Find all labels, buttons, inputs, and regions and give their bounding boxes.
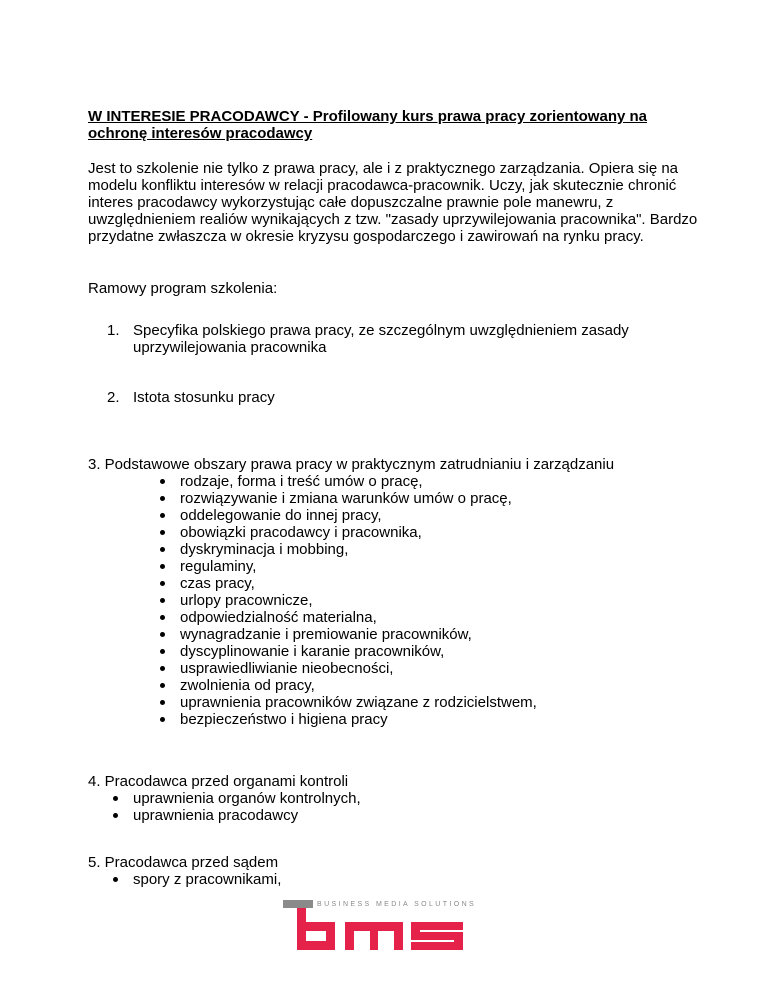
bullet-icon xyxy=(160,530,165,535)
bullet-icon xyxy=(160,683,165,688)
section-3-list-item-text: dyskryminacja i mobbing, xyxy=(180,541,349,558)
section-5-list xyxy=(113,871,281,888)
section-2-number: 2. xyxy=(107,389,120,406)
section-3-list-item-text: zwolnienia od pracy, xyxy=(180,677,315,694)
section-2-text: Istota stosunku pracy xyxy=(133,389,275,406)
section-5-heading: 5. Pracodawca przed sądem xyxy=(88,854,279,871)
section-3-list-item-text: rodzaje, forma i treść umów o pracę, xyxy=(180,473,423,490)
section-3-list-item xyxy=(160,626,537,643)
section-3-list-item xyxy=(160,711,537,728)
section-3-list-item-text: regulaminy, xyxy=(180,558,257,575)
section-3-heading: 3. Podstawowe obszary prawa pracy w praktycznym zatrudnianiu i zarządzaniu xyxy=(88,456,615,473)
section-1-text: Specyfika polskiego prawa pracy, ze szczególnym uwzględnieniem zasady uprzywilejowania pracownika xyxy=(133,322,629,356)
bullet-icon xyxy=(160,598,165,603)
bullet-icon xyxy=(160,513,165,518)
section-3-list-item-text: odpowiedzialność materialna, xyxy=(180,609,377,626)
document-title: W INTERESIE PRACODAWCY - Profilowany kurs prawa pracy zorientowany na ochronę interesów pracodawcy xyxy=(88,108,647,142)
bullet-icon xyxy=(160,547,165,552)
section-3-list-item-text: dyscyplinowanie i karanie pracowników, xyxy=(180,643,445,660)
bullet-icon xyxy=(113,796,118,801)
section-3-list-item xyxy=(160,473,537,490)
section-3-list-item-text: uprawnienia pracowników związane z rodzicielstwem, xyxy=(180,694,537,711)
bullet-icon xyxy=(160,615,165,620)
section-1 xyxy=(107,322,673,356)
section-4-list-item xyxy=(113,790,361,807)
section-3-list-item-text: bezpieczeństwo i higiena pracy xyxy=(180,711,388,728)
section-4-list xyxy=(113,790,361,824)
bullet-icon xyxy=(160,717,165,722)
bullet-icon xyxy=(160,666,165,671)
bullet-icon xyxy=(160,479,165,484)
section-3-list-item xyxy=(160,592,537,609)
section-3-list-item xyxy=(160,694,537,711)
section-5-list-item xyxy=(113,871,281,888)
section-3-list-item-text: rozwiązywanie i zmiana warunków umów o pracę, xyxy=(180,490,512,507)
bullet-icon xyxy=(113,877,118,882)
section-3-list-item-text: czas pracy, xyxy=(180,575,255,592)
section-3-list-item xyxy=(160,660,537,677)
bullet-icon xyxy=(160,649,165,654)
program-label: Ramowy program szkolenia: xyxy=(88,280,278,297)
section-3-list-item xyxy=(160,507,537,524)
section-3-list-item xyxy=(160,643,537,660)
intro-paragraph: Jest to szkolenie nie tylko z prawa pracy, ale i z praktycznego zarządzania. Opiera się na modelu konfliktu interesów w relacji pracodawca-pracownik. Uczy, jak skutecznie chronić interes pracodawcy wykorzystując całe dopuszczalne prawnie pole manewru, z uwzględnieniem realiów wynikających z tzw. "zasady uprzywilejowania pracownika". Bardzo przydatne zwłaszcza w okresie kryzysu gospodarczego i zawirowań na rynku pracy. xyxy=(88,160,698,245)
section-3-list-item-text: wynagradzanie i premiowanie pracowników, xyxy=(180,626,472,643)
section-3-list-item xyxy=(160,524,537,541)
section-3-list-item xyxy=(160,609,537,626)
section-4-list-item xyxy=(113,807,361,824)
section-4-list-item-text: uprawnienia pracodawcy xyxy=(133,807,299,824)
section-3-list-item-text: obowiązki pracodawcy i pracownika, xyxy=(180,524,422,541)
bullet-icon xyxy=(160,564,165,569)
section-3-list-item xyxy=(160,575,537,592)
section-3-list-item xyxy=(160,490,537,507)
section-4-list-item-text: uprawnienia organów kontrolnych, xyxy=(133,790,361,807)
section-3-list-item xyxy=(160,558,537,575)
section-3-list-item-text: urlopy pracownicze, xyxy=(180,592,313,609)
section-4-heading: 4. Pracodawca przed organami kontroli xyxy=(88,773,349,790)
section-3-list-item xyxy=(160,677,537,694)
section-3-list xyxy=(160,473,537,728)
bullet-icon xyxy=(160,632,165,637)
section-2 xyxy=(107,389,673,406)
section-3-list-item-text: usprawiedliwianie nieobecności, xyxy=(180,660,394,677)
bullet-icon xyxy=(160,496,165,501)
logo-tagline: BUSINESS MEDIA SOLUTIONS xyxy=(317,901,477,908)
section-1-number: 1. xyxy=(107,322,120,339)
section-3-list-item-text: oddelegowanie do innej pracy, xyxy=(180,507,382,524)
bullet-icon xyxy=(113,813,118,818)
bms-logo xyxy=(283,900,477,952)
section-3-list-item xyxy=(160,541,537,558)
bullet-icon xyxy=(160,700,165,705)
section-5-list-item-text: spory z pracownikami, xyxy=(133,871,282,888)
bullet-icon xyxy=(160,581,165,586)
